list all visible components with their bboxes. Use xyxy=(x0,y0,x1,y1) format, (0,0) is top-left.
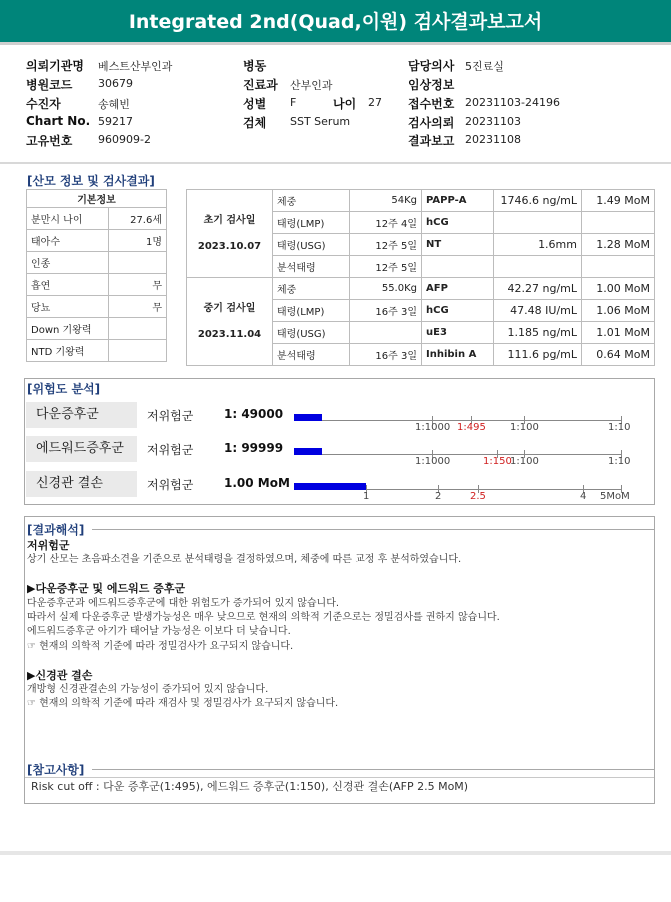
risk-name-ntd: 신경관 결손 xyxy=(26,471,137,497)
row-value: 27.6세 xyxy=(109,208,167,230)
table-row xyxy=(27,296,167,318)
specimen-value: SST Serum xyxy=(290,115,351,128)
item-value: 16주 3일 xyxy=(350,344,422,366)
row-label: 인종 xyxy=(27,252,109,274)
item-label: 태령(LMP) xyxy=(273,300,350,322)
interpretation-text xyxy=(27,539,500,712)
marker-mom: 0.64 MoM xyxy=(582,344,655,366)
row-label: 당뇨 xyxy=(27,296,109,318)
chart-no-label: Chart No. xyxy=(26,114,91,128)
patient-name-label: 수진자 xyxy=(26,97,61,111)
risk-name-edwards: 에드워드증후군 xyxy=(26,436,137,462)
item-value: 55.0Kg xyxy=(350,278,422,300)
marker-name: hCG xyxy=(422,300,494,322)
unique-id-value: 960909-2 xyxy=(98,133,151,146)
table-row xyxy=(187,190,655,212)
table-row xyxy=(27,208,167,230)
marker-name: uE3 xyxy=(422,322,494,344)
reference-title-rule xyxy=(92,769,655,770)
report-date-label: 결과보고 xyxy=(408,134,455,148)
risk-scale-down xyxy=(294,408,631,434)
scale-tick-label: 2.5 xyxy=(470,491,486,502)
row-value xyxy=(109,318,167,340)
hospital-code-label: 병원코드 xyxy=(26,78,73,92)
request-date-label: 검사의뢰 xyxy=(408,116,455,130)
hospital-code-value: 30679 xyxy=(98,77,133,90)
header-separator xyxy=(0,162,671,164)
scale-tick-label: 1:1000 xyxy=(415,456,451,467)
marker-name: Inhibin A xyxy=(422,344,494,366)
scale-tick-label: 5MoM xyxy=(600,491,630,502)
scale-tick-label: 1:150 xyxy=(483,456,512,467)
early-test-group xyxy=(187,190,273,278)
table-row xyxy=(27,274,167,296)
item-label: 분석태령 xyxy=(273,256,350,278)
item-value: 12주 4일 xyxy=(350,212,422,234)
basic-info-table xyxy=(26,189,167,362)
scale-tick-label: 1:100 xyxy=(510,422,539,433)
table-row xyxy=(187,278,655,300)
row-label: Down 기왕력 xyxy=(27,318,109,340)
item-label: 태령(USG) xyxy=(273,322,350,344)
row-value: 무 xyxy=(109,274,167,296)
scale-tick-label: 4 xyxy=(580,491,587,502)
interpretation-line: 따라서 실제 다운증후군 발생가능성은 매우 낮으므로 현재의 의학적 기준으로는 정밀검사를 권하지 않습니다. xyxy=(27,611,500,623)
risk-ratio-down: 1: 49000 xyxy=(224,407,284,421)
item-label: 태령(LMP) xyxy=(273,212,350,234)
reference-text: Risk cut off : 다운 증후군(1:495), 에드워드 증후군(1:150), 신경관 결손(AFP 2.5 MoM) xyxy=(31,780,469,793)
table-row xyxy=(27,318,167,340)
early-test-date: 2023.10.07 xyxy=(197,240,262,252)
risk-title: [위험도 분석] xyxy=(27,382,101,396)
item-value: 12주 5일 xyxy=(350,234,422,256)
interpretation-subheading: 저위험군 xyxy=(27,539,70,552)
risk-scale-edwards xyxy=(294,442,631,468)
scale-axis xyxy=(294,454,622,455)
marker-name: NT xyxy=(422,234,494,256)
interpretation-title-rule xyxy=(92,529,655,530)
basic-info-header: 기본정보 xyxy=(27,190,167,208)
row-label: NTD 기왕력 xyxy=(27,340,109,362)
interpretation-subheading: ▶신경관 결손 xyxy=(27,668,93,682)
scale-tick-label: 1:100 xyxy=(510,456,539,467)
report-title: Integrated 2nd(Quad,이원) 검사결과보고서 xyxy=(128,11,543,33)
marker-mom xyxy=(582,256,655,278)
risk-name-down: 다운증후군 xyxy=(26,402,137,428)
mid-test-date: 2023.11.04 xyxy=(197,328,262,340)
interpretation-line xyxy=(27,654,500,668)
reference-divider xyxy=(25,777,654,778)
marker-name: hCG xyxy=(422,212,494,234)
item-label: 분석태령 xyxy=(273,344,350,366)
doctor-value: 5진료실 xyxy=(465,60,504,73)
row-value xyxy=(109,340,167,362)
row-label: 분만시 나이 xyxy=(27,208,109,230)
interpretation-line: 개방형 신경관결손의 가능성이 증가되어 있지 않습니다. xyxy=(27,683,269,695)
marker-mom xyxy=(582,212,655,234)
patient-name-value: 송혜빈 xyxy=(98,98,130,111)
marker-name xyxy=(422,256,494,278)
receipt-no-value: 20231103-24196 xyxy=(465,96,560,109)
sex-value: F xyxy=(290,96,297,109)
bottom-separator xyxy=(0,851,671,855)
sex-label: 성별 xyxy=(243,97,267,111)
scale-tick-label: 2 xyxy=(435,491,442,502)
clinical-info-label: 임상정보 xyxy=(408,78,455,92)
marker-name: PAPP-A xyxy=(422,190,494,212)
risk-level-edwards: 저위험군 xyxy=(147,443,194,457)
mid-test-label: 중기 검사일 xyxy=(203,302,256,314)
marker-name: AFP xyxy=(422,278,494,300)
age-value: 27 xyxy=(368,96,382,109)
row-label: 흡연 xyxy=(27,274,109,296)
marker-result: 1746.6 ng/mL xyxy=(494,190,582,212)
interpretation-line: 상기 산모는 초음파소견을 기준으로 분석태령을 결정하였으며, 체중에 따른 교정 후 분석하였습니다. xyxy=(27,554,462,566)
doctor-label: 담당의사 xyxy=(408,59,455,73)
item-label: 체중 xyxy=(273,190,350,212)
risk-scale-ntd xyxy=(294,477,630,503)
table-row xyxy=(27,252,167,274)
test-results-table xyxy=(186,189,655,366)
marker-result: 1.185 ng/mL xyxy=(494,322,582,344)
interpretation-line: 에드워드증후군 아기가 태어날 가능성은 이보다 더 낮습니다. xyxy=(27,626,291,638)
marker-mom: 1.28 MoM xyxy=(582,234,655,256)
risk-ratio-edwards: 1: 99999 xyxy=(224,441,284,455)
request-date-value: 20231103 xyxy=(465,115,521,128)
interpretation-line: ☞ 현재의 의학적 기준에 따라 재검사 및 정밀검사가 요구되지 않습니다. xyxy=(27,698,339,710)
risk-level-ntd: 저위험군 xyxy=(147,478,194,492)
hospital-name-label: 의뢰기관명 xyxy=(26,59,84,73)
unique-id-label: 고유번호 xyxy=(26,134,73,148)
marker-result: 42.27 ng/mL xyxy=(494,278,582,300)
interpretation-title: [결과해석] xyxy=(27,523,85,537)
mid-test-group xyxy=(187,278,273,366)
item-label: 체중 xyxy=(273,278,350,300)
risk-bar xyxy=(294,414,322,421)
section-info-title: [산모 정보 및 검사결과] xyxy=(27,174,155,188)
receipt-no-label: 접수번호 xyxy=(408,97,455,111)
item-value: 54Kg xyxy=(350,190,422,212)
specimen-label: 검체 xyxy=(243,116,267,130)
scale-tick-label: 1 xyxy=(363,491,370,502)
scale-tick-label: 1:10 xyxy=(608,456,631,467)
reference-title: [참고사항] xyxy=(27,763,85,777)
marker-result: 47.48 IU/mL xyxy=(494,300,582,322)
scale-tick-label: 1:1000 xyxy=(415,422,451,433)
scale-tick-label: 1:10 xyxy=(608,422,631,433)
interpretation-line: 다운증후군과 에드워드증후군에 대한 위험도가 증가되어 있지 않습니다. xyxy=(27,597,340,609)
row-value: 무 xyxy=(109,296,167,318)
chart-no-value: 59217 xyxy=(98,115,133,128)
item-value: 12주 5일 xyxy=(350,256,422,278)
marker-mom: 1.49 MoM xyxy=(582,190,655,212)
marker-mom: 1.01 MoM xyxy=(582,322,655,344)
marker-mom: 1.06 MoM xyxy=(582,300,655,322)
scale-axis xyxy=(294,420,622,421)
marker-result xyxy=(494,212,582,234)
department-label: 진료과 xyxy=(243,78,278,92)
report-date-value: 20231108 xyxy=(465,133,521,146)
risk-bar xyxy=(294,483,366,490)
ward-label: 병동 xyxy=(243,59,267,73)
item-value xyxy=(350,322,422,344)
hospital-name-value: 베스트산부인과 xyxy=(98,60,173,73)
risk-level-down: 저위험군 xyxy=(147,409,194,423)
row-label: 태아수 xyxy=(27,230,109,252)
table-row xyxy=(27,230,167,252)
item-value: 16주 3일 xyxy=(350,300,422,322)
risk-bar xyxy=(294,448,322,455)
age-label: 나이 xyxy=(333,97,357,111)
department-value: 산부인과 xyxy=(290,79,333,92)
interpretation-subheading: ▶다운증후군 및 에드워드 증후군 xyxy=(27,582,186,596)
row-value xyxy=(109,252,167,274)
scale-tick-label: 1:495 xyxy=(457,422,486,433)
interpretation-line xyxy=(27,568,500,582)
row-value: 1명 xyxy=(109,230,167,252)
marker-result: 1.6mm xyxy=(494,234,582,256)
title-bar xyxy=(0,0,671,45)
item-label: 태령(USG) xyxy=(273,234,350,256)
marker-mom: 1.00 MoM xyxy=(582,278,655,300)
marker-result xyxy=(494,256,582,278)
table-row xyxy=(27,340,167,362)
marker-result: 111.6 pg/mL xyxy=(494,344,582,366)
risk-ratio-ntd: 1.00 MoM xyxy=(224,476,290,490)
interpretation-line: ☞ 현재의 의학적 기준에 따라 정밀검사가 요구되지 않습니다. xyxy=(27,640,294,652)
early-test-label: 초기 검사일 xyxy=(203,214,256,226)
